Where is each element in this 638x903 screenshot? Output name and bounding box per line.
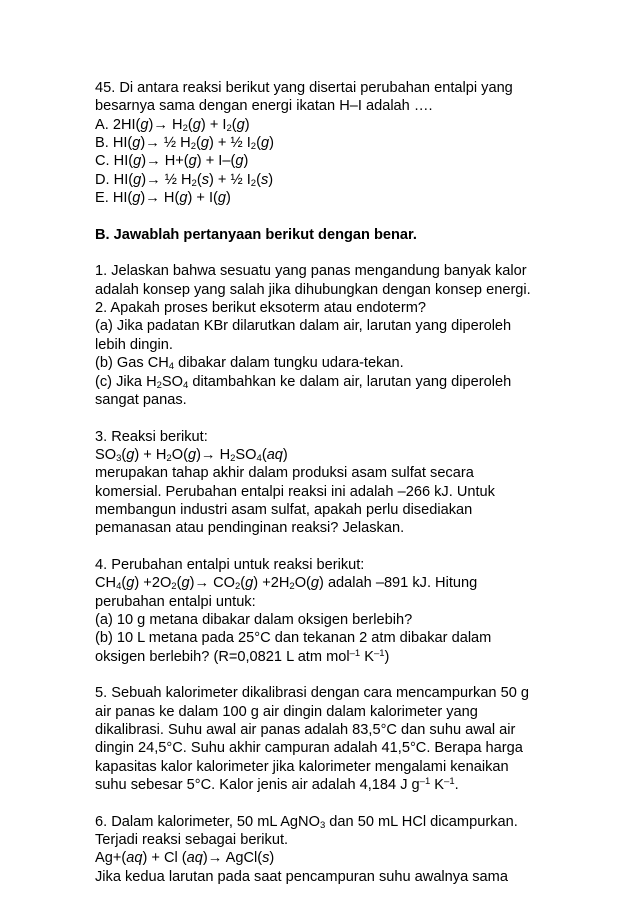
question-line: 3. Reaksi berikut: (95, 428, 208, 445)
question-3 (95, 428, 595, 538)
question-line: kapasitas kalor kalorimeter jika kalorimeter mengalami kenaikan (95, 758, 509, 775)
question-5 (95, 684, 595, 794)
question-line: merupakan tahap akhir dalam produksi asam sulfat secara (95, 465, 474, 482)
spacer (95, 409, 595, 427)
page-content (95, 79, 595, 886)
question-45-line: 45. Di antara reaksi berikut yang disertai perubahan entalpi yang (95, 80, 513, 96)
question-line: Jika kedua larutan pada saat pencampuran suhu awalnya sama (95, 868, 508, 885)
question-line: 5. Sebuah kalorimeter dikalibrasi dengan cara mencampurkan 50 g (95, 685, 530, 702)
option-a: A. $2HI(g)\to H_2(g) + I_2(g)$ (95, 116, 250, 134)
question-line: perubahan entalpi untuk: (95, 593, 256, 610)
question-line: lebih dingin. (95, 336, 173, 353)
question-line: membangun industri asam sulfat, apakah perlu disediakan (95, 501, 473, 518)
option-b: B. HI(g)→ ½ $H_2(g)$ + ½ $I_2(g)$ (95, 135, 274, 153)
question-line: (a) 10 g metana dibakar dalam oksigen berlebih? (95, 611, 413, 628)
question-line: dikalibrasi. Suhu awal air panas adalah 83,5°C dan suhu awal air (95, 722, 516, 739)
question-6 (95, 813, 595, 886)
question-4 (95, 556, 595, 666)
section-b-heading: B. Jawablah pertanyaan berikut dengan benar. (95, 226, 417, 243)
question-line: Ag+(aq) + Cl (aq)→ AgCl(s) (95, 850, 275, 867)
spacer (95, 794, 595, 812)
question-line: dingin 24,5°C. Suhu akhir campuran adalah 41,5°C. Berapa harga (95, 740, 523, 757)
question-line: air panas ke dalam 100 g air dingin dalam kalorimeter yang (95, 703, 478, 720)
question-line: adalah konsep yang salah jika dihubungkan dengan konsep energi. (95, 281, 531, 298)
option-c: C. HI(g)→ H+(g) + I–(g) (95, 153, 249, 170)
question-line: Terjadi reaksi sebagai berikut. (95, 832, 289, 849)
question-line: komersial. Perubahan entalpi reaksi ini adalah –266 kJ. Untuk (95, 483, 495, 500)
option-d: D. HI(g)→ ½ $H_2(s)$ + ½ $I_2(s)$ (95, 171, 274, 189)
question-45-line: besarnya sama dengan energi ikatan H–I adalah …. (95, 98, 433, 115)
question-line: (b) 10 L metana pada 25°C dan tekanan 2 atm dibakar dalam (95, 630, 492, 647)
question-1-2 (95, 262, 595, 409)
question-line: 4. Perubahan entalpi untuk reaksi berikut: (95, 556, 365, 573)
question-line: oksigen berlebih? (R=0,0821 L atm mol$^{-1}$ $K^{-1}$) (95, 647, 390, 665)
question-line: $SO_3(g) + H_2O(g)\to H_2SO_4(aq)$ (95, 446, 288, 464)
question-line: suhu sebesar 5°C. Kalor jenis air adalah 4,184 J $g^{-1}$ $K^{-1}$. (95, 776, 459, 794)
spacer (95, 538, 595, 556)
question-line: 1. Jelaskan bahwa sesuatu yang panas mengandung banyak kalor (95, 263, 527, 280)
spacer (95, 666, 595, 684)
question-line: 6. Dalam kalorimeter, 50 mL AgNO$_3$ dan 50 mL HCl dicampurkan. (95, 813, 518, 831)
question-line: (c) Jika $H_2SO_4$ ditambahkan ke dalam air, larutan yang diperoleh (95, 373, 512, 391)
question-line: sangat panas. (95, 391, 187, 408)
spacer (95, 244, 595, 262)
spacer (95, 207, 595, 225)
question-line: $CH_4(g) +2O_2(g)\to CO_2(g) +2H_2O(g)$ adalah –891 kJ. Hitung (95, 575, 478, 593)
question-line: 2. Apakah proses berikut eksoterm atau endoterm? (95, 300, 426, 317)
question-45 (95, 79, 595, 207)
question-line: (a) Jika padatan KBr dilarutkan dalam air, larutan yang diperoleh (95, 318, 512, 335)
question-line: pemanasan atau pendinginan reaksi? Jelaskan. (95, 520, 405, 537)
question-line: (b) Gas $CH_4$ dibakar dalam tungku udara-tekan. (95, 355, 404, 373)
option-e: E. HI(g)→ H(g) + I(g) (95, 190, 231, 207)
